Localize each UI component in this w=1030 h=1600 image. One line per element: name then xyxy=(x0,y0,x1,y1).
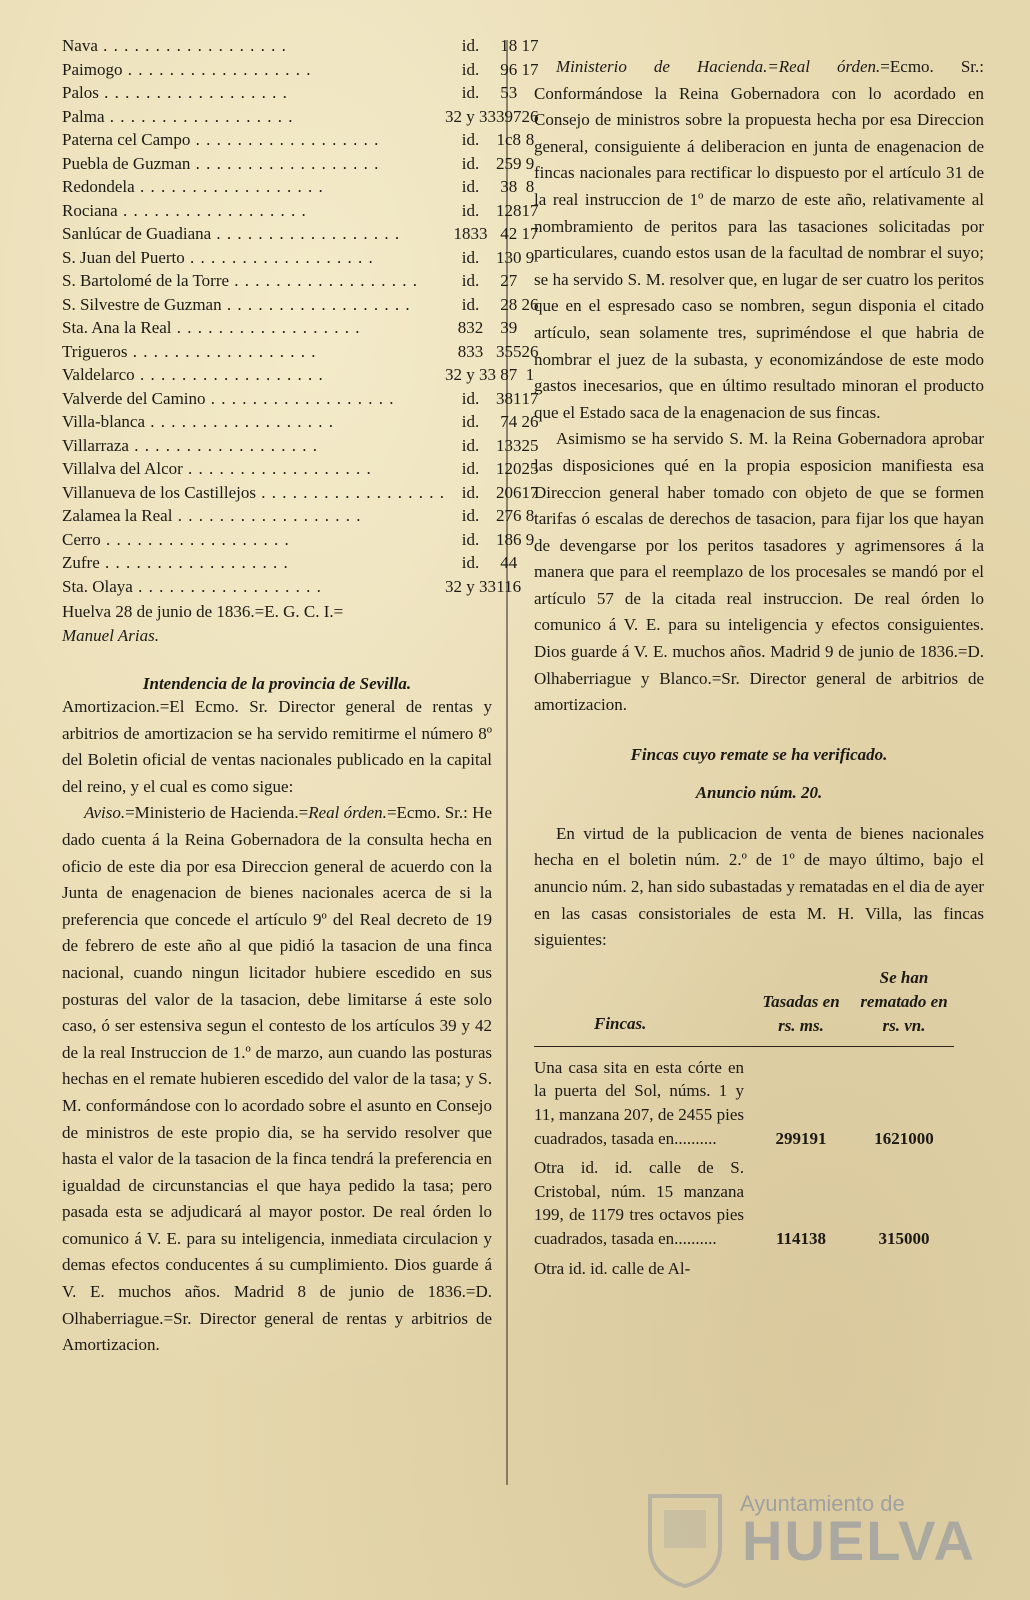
town-year: id. xyxy=(461,153,480,173)
signature-name: Manuel Arias. xyxy=(62,626,159,645)
town-name-text: S. Juan del Puerto xyxy=(62,247,185,267)
town-name xyxy=(62,387,445,411)
town-row xyxy=(62,387,538,411)
finca-row xyxy=(534,1257,984,1281)
town-name-text: Puebla de Guzman xyxy=(62,153,191,173)
town-year: id. xyxy=(461,59,480,79)
finca-description: Otra id. id. calle de Al- xyxy=(534,1258,691,1278)
finca-row xyxy=(534,1056,984,1150)
watermark-line2: HUELVA xyxy=(742,1509,976,1572)
town-name xyxy=(62,434,445,458)
town-points: 9 xyxy=(525,153,535,173)
town-year: id. xyxy=(461,271,480,290)
asimismo-paragraph: Asimismo se ha servido S. M. la Reina Gobernadora aprobar las disposiciones qué en la propia esposicion manifiesta esa Direccion general haber tomado con objeto de que se formen tarifas ó escalas de derechos de tasacion, para fijar los que hayan de devengarse por los peritos tasadores y agrimensores á la manera que para el reemplazo de los procesales se mandó por el artículo 57 de la citada real instruccion. De real órden lo comunico á V. E. para su inteligencia y efectos consiguientes. Dios guarde á V. E. muchos años. Madrid 9 de junio de 1836.=D. Olhaberriague y Blanco.=Sr. Director general de arbitrios de amortizacion. xyxy=(534,429,984,715)
town-name-text: Paimogo xyxy=(62,59,123,79)
dot-leader: . . . . . . . . . . . . . . . . . . xyxy=(99,553,289,572)
town-row xyxy=(62,551,538,575)
dot-leader: . . . . . . . . . . . . . . . . . . xyxy=(104,106,294,126)
town-page: 1c8 xyxy=(496,130,521,149)
town-name-text: Sta. Olaya xyxy=(62,576,133,596)
town-page: 186 xyxy=(495,529,522,549)
town-page: 74 xyxy=(500,412,518,431)
town-year: 32 y 33 xyxy=(444,106,496,126)
town-year: 833 xyxy=(457,341,484,361)
town-name-text: Zufre xyxy=(62,553,100,572)
town-name-text: Valverde del Camino xyxy=(62,388,206,408)
dot-leader: . . . . . . . . . . . . . . . . . . xyxy=(205,388,395,408)
town-year: id. xyxy=(461,529,480,549)
town-year: id. xyxy=(461,294,480,314)
dot-leader: . . . . . . . . . . . . . . . . . . xyxy=(127,341,317,361)
town-page: 120 xyxy=(495,459,522,478)
town-name-text: Palos xyxy=(62,83,99,102)
town-name xyxy=(62,410,445,434)
town-points: 26 xyxy=(521,294,539,314)
town-points: 17 xyxy=(521,36,539,55)
town-year: id. xyxy=(461,177,480,196)
dot-leader: . . . . . . . . . . . . . . . . . . xyxy=(171,318,361,337)
header-rule xyxy=(534,1046,954,1048)
town-points: 8 xyxy=(525,506,535,525)
town-page: 96 xyxy=(500,59,518,79)
town-name xyxy=(62,175,445,199)
town-year: id. xyxy=(461,482,480,502)
dot-leader: . . . . . . . . . . . . . . . . . . xyxy=(172,506,362,525)
town-name xyxy=(62,457,445,481)
town-row xyxy=(62,34,538,58)
town-page: 276 xyxy=(495,506,522,525)
dot-leader: . . . . . . . . . . . . . . . . . . xyxy=(190,130,380,149)
town-name-text: Rociana xyxy=(62,200,118,220)
town-page: 38 xyxy=(500,177,518,196)
town-year: 32 y 33 xyxy=(444,576,496,596)
town-year: id. xyxy=(461,412,480,431)
town-name-text: Valdelarco xyxy=(62,365,135,384)
dot-leader: . . . . . . . . . . . . . . . . . . xyxy=(211,224,401,243)
dot-leader: . . . . . . . . . . . . . . . . . . xyxy=(190,153,380,173)
town-name-text: S. Bartolomé de la Torre xyxy=(62,271,230,290)
dot-leader: . . . . . . . . . . . . . . . . . . xyxy=(98,83,288,102)
sevilla-heading: Intendencia de la provincia de Sevilla. xyxy=(142,674,412,693)
col-rematado-header: Se han rematado en rs. vn. xyxy=(860,967,948,1035)
town-year: 32 y 33 xyxy=(444,365,496,384)
finca-rematado: 1621000 xyxy=(874,1128,934,1148)
town-name xyxy=(62,34,445,58)
ministerio-paragraph: Ministerio de Hacienda.=Real órden.=Ecmo. Sr.: Conformándose la Reina Gobernadora con lo acordado en Consejo de ministros sobre la propuesta hecha por esa Direccion general, consiguiente á deliberacion en junta de enagenacion de fincas nacionales para rectificar lo dispuesto por el artículo 31 de la real instruccion de 1º de marzo de este año, relativamente al nombramiento de peritos para las tasaciones solicitadas por particulares, cuando estos usan de la facultad de nombrar el suyo; se ha servido S. M. resolver que, en lugar de ser cuatro los peritos que en el espresado caso se nombren, segun disponia el citado artículo, sean solamente tres, supriméndose el que habria de nombrar el juez de la subasta, y economizándose de este modo gastos inecesarios, que en último resultado minoran el producto que el Estado saca de la enagenacion de sus fincas. xyxy=(534,57,984,422)
town-row xyxy=(62,293,538,317)
town-points: 17 xyxy=(521,224,539,243)
fincas-table-header xyxy=(534,967,984,1050)
dot-leader: . . . . . . . . . . . . . . . . . . xyxy=(221,294,411,314)
town-name xyxy=(62,246,445,270)
dot-leader: . . . . . . . . . . . . . . . . . . xyxy=(128,435,318,455)
town-name-text: Villa-blanca xyxy=(62,412,145,431)
town-points: 25 xyxy=(521,435,539,455)
town-row xyxy=(62,410,538,434)
town-page: 259 xyxy=(495,153,522,173)
town-name xyxy=(62,152,445,176)
town-points: 17 xyxy=(521,388,539,408)
town-name xyxy=(62,105,445,129)
anuncio-paragraph: En virtud de la publicacion de venta de bienes nacionales hecha en el boletin núm. 2.º de 1º de mayo último, bajo el anuncio núm. 2, han sido subastadas y rematadas en el dia de ayer en las casas consistoriales de esta M. H. Villa, las fincas siguientes: xyxy=(534,823,984,950)
town-row xyxy=(62,481,538,505)
town-name-text: Paterna cel Campo xyxy=(62,130,191,149)
town-name xyxy=(62,199,445,223)
town-year: id. xyxy=(461,435,480,455)
town-row xyxy=(62,457,538,481)
town-name-text: Redondela xyxy=(62,177,135,196)
town-points: 17 xyxy=(521,482,539,502)
town-row xyxy=(62,575,538,599)
town-name xyxy=(62,81,445,105)
town-row xyxy=(62,340,538,364)
finca-description: Una casa sita en esta córte en la puerta del Sol, núms. 1 y 11, manzana 207, de 2455 pies cuadrados, tasada en.......... xyxy=(534,1057,744,1148)
towns-table xyxy=(62,34,538,598)
town-row xyxy=(62,128,538,152)
left-column xyxy=(62,34,539,1359)
finca-tasada: 114138 xyxy=(775,1228,827,1248)
town-page: 39 xyxy=(500,318,518,337)
dot-leader: . . . . . . . . . . . . . . . . . . xyxy=(97,36,287,55)
town-page: 133 xyxy=(495,435,522,455)
watermark-line1: Ayuntamiento de xyxy=(740,1491,905,1516)
town-page: 355 xyxy=(495,341,522,361)
town-page: 87 xyxy=(500,365,518,384)
town-row xyxy=(62,434,538,458)
dot-leader: . . . . . . . . . . . . . . . . . . xyxy=(134,177,324,196)
fincas-heading: Fincas cuyo remate se ha verificado. xyxy=(630,744,888,764)
town-row xyxy=(62,269,538,293)
finca-description: Otra id. id. calle de S. Cristobal, núm. 15 manzana 199, de 1179 tres octavos pies cuadrados, tasada en.......... xyxy=(534,1158,744,1248)
town-name xyxy=(62,504,445,528)
town-row xyxy=(62,199,538,223)
town-year: id. xyxy=(461,200,480,220)
town-name xyxy=(62,269,445,293)
town-name xyxy=(62,58,445,82)
town-row xyxy=(62,58,538,82)
town-points: 17 xyxy=(521,200,539,220)
town-year: id. xyxy=(461,247,480,267)
dot-leader: . . . . . . . . . . . . . . . . . . xyxy=(182,459,372,478)
finca-tasada: 299191 xyxy=(775,1128,827,1148)
town-row xyxy=(62,504,538,528)
finca-row xyxy=(534,1156,984,1250)
town-name-text: Nava xyxy=(62,36,98,55)
town-name xyxy=(62,222,445,246)
town-points: 8 xyxy=(525,177,535,196)
town-page: 28 xyxy=(500,294,518,314)
town-name-text: S. Silvestre de Guzman xyxy=(62,294,222,314)
dot-leader: . . . . . . . . . . . . . . . . . . xyxy=(184,247,374,267)
town-row xyxy=(62,246,538,270)
town-year: id. xyxy=(461,83,480,102)
town-page: 42 xyxy=(500,224,518,243)
town-page: 27 xyxy=(500,271,518,290)
dot-leader: . . . . . . . . . . . . . . . . . . xyxy=(145,412,334,431)
town-row xyxy=(62,363,538,387)
town-name-text: Palma xyxy=(62,106,105,126)
col-tasadas-header: Tasadas en rs. ms. xyxy=(762,991,840,1035)
town-points: 9 xyxy=(525,247,535,267)
town-page: 44 xyxy=(500,553,518,572)
finca-rematado: 315000 xyxy=(878,1228,930,1248)
town-row xyxy=(62,316,538,340)
town-page: 397 xyxy=(495,106,522,126)
town-points: 1 xyxy=(525,365,535,384)
town-name xyxy=(62,481,445,505)
dot-leader: . . . . . . . . . . . . . . . . . . xyxy=(132,576,322,596)
town-year: id. xyxy=(461,506,480,525)
town-name xyxy=(62,128,445,152)
town-points: 26 xyxy=(521,412,539,431)
town-row xyxy=(62,152,538,176)
huelva-signature xyxy=(62,600,492,648)
town-name xyxy=(62,340,445,364)
dot-leader: . . . . . . . . . . . . . . . . . . xyxy=(100,529,290,549)
sevilla-intro: Amortizacion.=El Ecmo. Sr. Director general de rentas y arbitrios de amortizacion se ha servido remitirme el número 8º del Boletin oficial de ventas nacionales publicado en la capital del reino, y el cual es como sigue: xyxy=(62,697,492,796)
town-name-text: Sanlúcar de Guadiana xyxy=(62,224,212,243)
dot-leader: . . . . . . . . . . . . . . . . . . xyxy=(229,271,419,290)
town-row xyxy=(62,81,538,105)
town-year: id. xyxy=(461,130,480,149)
town-page: 206 xyxy=(495,482,522,502)
town-name-text: Villalva del Alcor xyxy=(62,459,183,478)
town-points: 9 xyxy=(525,529,535,549)
town-points: 26 xyxy=(521,341,539,361)
town-name xyxy=(62,551,445,575)
town-year: 1833 xyxy=(453,224,488,243)
sevilla-aviso: Aviso.=Ministerio de Hacienda.=Real órden.=Ecmo. Sr.: He dado cuenta á la Reina Gobernadora de la consulta hecha en oficio de este dia por esa Direccion general de acuerdo con la Junta de enagenacion de bienes nacionales acerca de si la preferencia que concede el artículo 9º del Real decreto de 19 de febrero de este año al que pidió la tasacion de una finca nacional, cuando ningun licitador hubiere escedido en sus posturas del valor de la tasacion, debe limitarse á este solo caso, ó ser estensiva segun el contesto de los artículos 39 y 42 de la real Instruccion de 1.º de marzo, aun cuando las posturas hechas en el remate hubieren escedido del valor de la tasa; y S. M. conformándose con lo acordado sobre el asunto en Consejo de ministros de este propio dia, se ha servido resolver que hasta el valor de la tasacion de la finca tendrá la preferencia en igualdad de circunstancias el que haya pedido la tasa; pero pasada esta se adjudicará al mayor postor. De real órden lo comunico á V. E. para su inteligencia, inmediata circulacion y demas efectos conducentes á su cumplimiento. Dios guarde á V. E. muchos años. Madrid 8 de junio de 1836.=D. Olhaberriague.=Sr. Director general de rentas y arbitrios de Amortizacion. xyxy=(62,803,493,1355)
fincas-table xyxy=(534,967,984,1280)
town-page: 381 xyxy=(495,388,522,408)
town-page: 130 xyxy=(495,247,522,267)
right-column xyxy=(534,54,984,1280)
town-name xyxy=(62,316,445,340)
town-name-text: Trigueros xyxy=(62,341,128,361)
town-name-text: Sta. Ana la Real xyxy=(62,318,172,337)
dot-leader: . . . . . . . . . . . . . . . . . . xyxy=(134,365,324,384)
town-page: 128 xyxy=(495,200,522,220)
town-year: id. xyxy=(461,388,480,408)
town-page: 18 xyxy=(500,36,518,55)
town-points: 26 xyxy=(521,106,539,126)
town-year: id. xyxy=(461,459,480,478)
fincas-rows xyxy=(534,1056,984,1280)
dot-leader: . . . . . . . . . . . . . . . . . . xyxy=(122,59,312,79)
town-name xyxy=(62,575,445,599)
town-year: id. xyxy=(461,36,480,55)
signature-place-date: Huelva 28 de junio de 1836.=E. G. C. I.= xyxy=(62,602,344,621)
town-name xyxy=(62,528,445,552)
anuncio-heading: Anuncio núm. 20. xyxy=(695,782,823,802)
dot-leader: . . . . . . . . . . . . . . . . . . xyxy=(117,200,307,220)
town-row xyxy=(62,175,538,199)
col-fincas-header: Fincas. xyxy=(594,1013,647,1033)
town-page: 116 xyxy=(496,576,522,596)
town-name-text: Villanueva de los Castillejos xyxy=(62,482,256,502)
town-row xyxy=(62,222,538,246)
dot-leader: . . . . . . . . . . . . . . . . . . xyxy=(255,482,445,502)
town-points: 17 xyxy=(521,59,539,79)
town-row xyxy=(62,528,538,552)
town-name-text: Cerro xyxy=(62,529,101,549)
town-page: 53 xyxy=(500,83,518,102)
town-name xyxy=(62,363,445,387)
town-points: 25 xyxy=(521,459,539,478)
town-year: 832 xyxy=(457,318,484,337)
town-name xyxy=(62,293,445,317)
town-points: 8 xyxy=(525,130,535,149)
town-name-text: Villarraza xyxy=(62,435,129,455)
town-year: id. xyxy=(461,553,480,572)
town-row xyxy=(62,105,538,129)
town-name-text: Zalamea la Real xyxy=(62,506,173,525)
